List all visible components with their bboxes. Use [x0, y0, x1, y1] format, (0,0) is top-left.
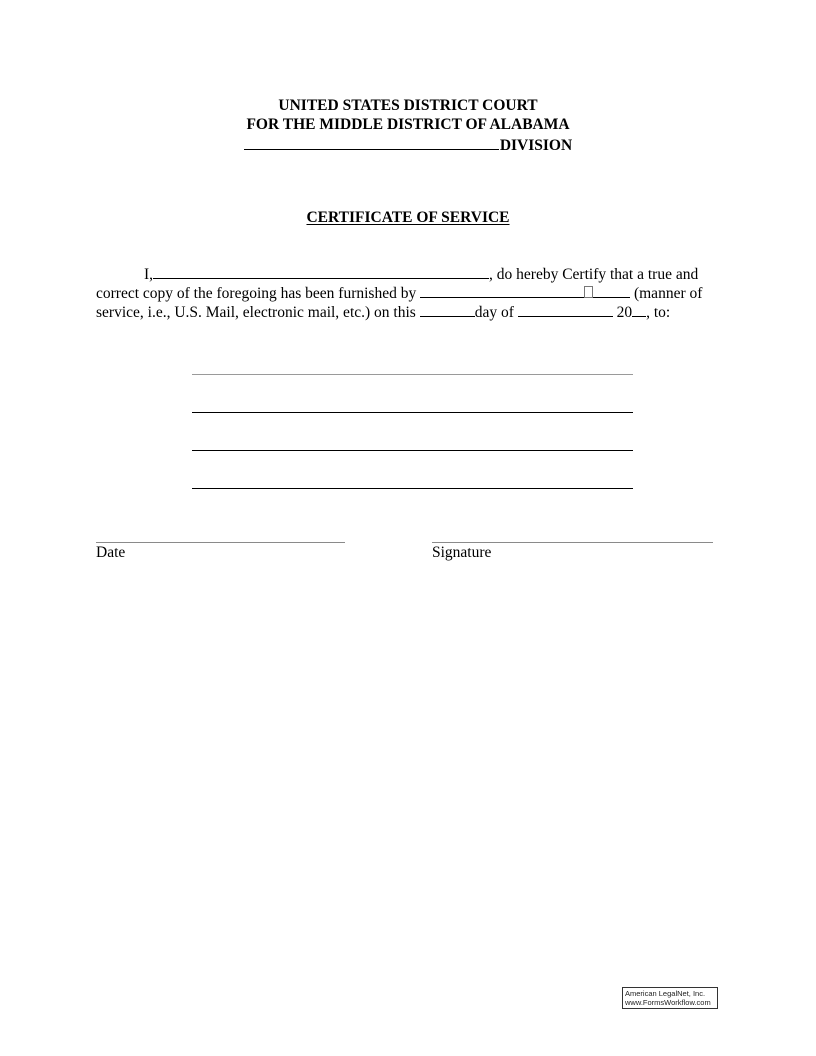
- furnished-by-text: correct copy of the foregoing has been furnished by: [96, 285, 417, 302]
- certify-prefix: I,: [144, 266, 154, 283]
- forms-workflow-watermark: [622, 987, 718, 1009]
- document-title: [0, 209, 816, 227]
- year-blank[interactable]: [632, 302, 646, 317]
- recipient-line-4[interactable]: [192, 488, 633, 489]
- recipient-line-2[interactable]: [192, 412, 633, 413]
- district-name: FOR THE MIDDLE DISTRICT OF ALABAMA: [246, 116, 570, 133]
- date-label: Date: [96, 544, 126, 561]
- manner-blank[interactable]: [420, 283, 630, 298]
- certify-suffix: , do hereby Certify that a true and: [489, 266, 699, 283]
- signature-line[interactable]: [432, 542, 713, 543]
- certify-line-3: [96, 302, 718, 322]
- certify-line-1: [96, 264, 718, 284]
- date-line[interactable]: [96, 542, 345, 543]
- year-prefix: 20: [616, 304, 633, 321]
- service-text: service, i.e., U.S. Mail, electronic mail, etc.) on this: [96, 304, 416, 321]
- division-label: DIVISION: [499, 137, 573, 154]
- month-blank[interactable]: [518, 302, 613, 317]
- division-blank[interactable]: [244, 134, 499, 150]
- day-of-text: day of: [474, 304, 514, 321]
- court-name: UNITED STATES DISTRICT COURT: [278, 97, 538, 114]
- certify-line-2: [96, 283, 718, 303]
- day-blank[interactable]: [420, 302, 475, 317]
- document-title-text: CERTIFICATE OF SERVICE: [306, 209, 510, 226]
- name-blank[interactable]: [153, 264, 489, 279]
- division-line: [0, 134, 816, 155]
- watermark-url: www.FormsWorkflow.com: [625, 998, 711, 1007]
- manner-of-text: (manner of: [633, 285, 703, 302]
- placeholder-glyph-icon: [584, 286, 593, 298]
- watermark-company: American LegalNet, Inc.: [625, 989, 706, 998]
- recipient-line-1[interactable]: [192, 374, 633, 375]
- recipient-line-3[interactable]: [192, 450, 633, 451]
- signature-label: Signature: [432, 544, 492, 561]
- to-text: , to:: [646, 304, 671, 321]
